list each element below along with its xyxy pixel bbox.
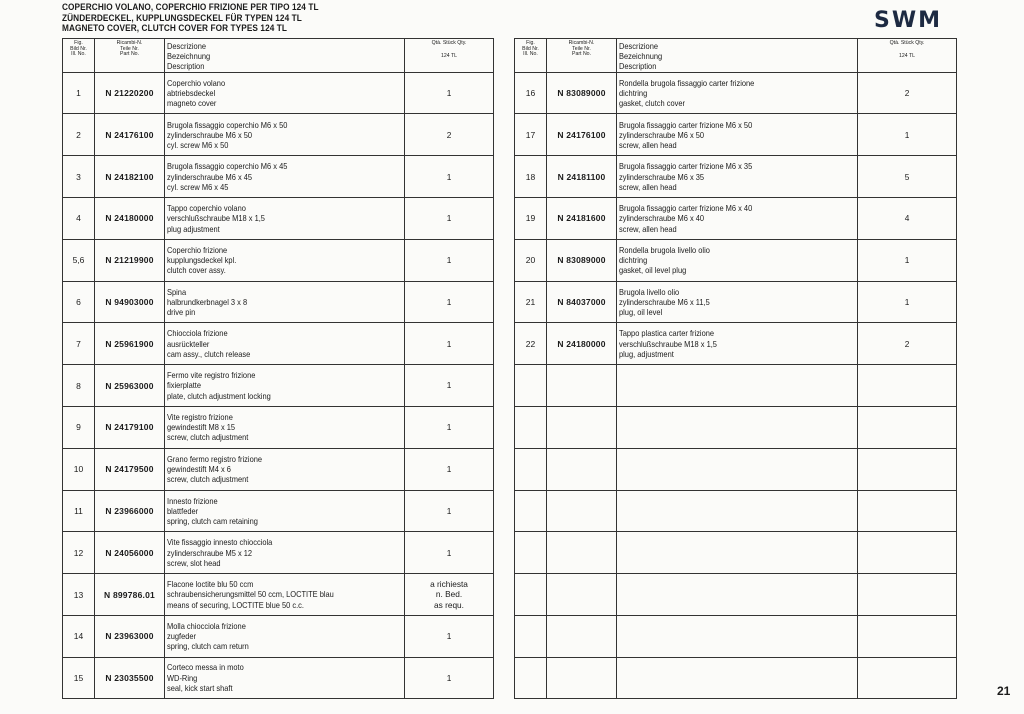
table-row — [515, 406, 957, 448]
description-line: Innesto frizione — [167, 495, 218, 506]
quantity — [405, 323, 494, 365]
fig-number: 14 — [63, 615, 95, 657]
fig-number: 19 — [515, 198, 547, 240]
quantity — [858, 615, 957, 657]
table-row — [515, 198, 957, 240]
quantity-line: 1 — [904, 296, 910, 307]
part-number — [547, 365, 617, 407]
description — [165, 239, 405, 281]
description-line: Fermo vite registro frizione — [167, 370, 256, 381]
fig-number: 10 — [63, 448, 95, 490]
description — [165, 198, 405, 240]
parts-table-left — [62, 38, 494, 699]
quantity — [858, 281, 957, 323]
fig-number: 9 — [63, 406, 95, 448]
description — [617, 490, 858, 532]
description — [617, 323, 858, 365]
quantity-line: 1 — [446, 422, 452, 433]
table-row — [515, 156, 957, 198]
part-number: N 24179500 — [95, 448, 165, 490]
description-line: dichtring — [619, 255, 648, 266]
quantity — [405, 156, 494, 198]
description-line: Grano fermo registro frizione — [167, 453, 263, 464]
table-row — [515, 448, 957, 490]
table-row — [63, 615, 494, 657]
description — [617, 574, 858, 616]
description-line: zugfeder — [167, 631, 197, 642]
part-number — [547, 490, 617, 532]
description — [165, 323, 405, 365]
fig-number — [515, 615, 547, 657]
quantity-line: 2 — [904, 338, 910, 349]
description-line: magneto cover — [167, 98, 217, 109]
fig-number: 12 — [63, 532, 95, 574]
quantity — [405, 490, 494, 532]
description-line: plug, oil level — [619, 307, 663, 318]
description — [165, 72, 405, 114]
description-line: Brugola fissaggio carter frizione M6 x 40 — [619, 203, 753, 214]
description — [165, 365, 405, 407]
description-line: zylinderschraube M6 x 50 — [167, 129, 253, 140]
description-line: gewindestift M4 x 6 — [167, 464, 231, 475]
description — [617, 365, 858, 407]
description-line: zylinderschraube M6 x 40 — [619, 213, 705, 224]
quantity — [405, 72, 494, 114]
fig-number: 17 — [515, 114, 547, 156]
description-line: Rondella brugola livello olio — [619, 244, 710, 255]
description-line: Tappo plastica carter frizione — [619, 328, 715, 339]
part-number: N 899786.01 — [95, 574, 165, 616]
description-line: blattfeder — [167, 505, 199, 516]
quantity-line: 1 — [446, 631, 452, 642]
description-line: Brugola fissaggio coperchio M6 x 45 — [167, 161, 288, 172]
table-row — [515, 532, 957, 574]
description-line: fixierplatte — [167, 380, 202, 391]
quantity — [858, 657, 957, 698]
fig-number — [515, 448, 547, 490]
fig-number: 3 — [63, 156, 95, 198]
fig-number: 8 — [63, 365, 95, 407]
description-line: verschlußschraube M18 x 1,5 — [167, 213, 265, 224]
quantity-line: 1 — [904, 129, 910, 140]
quantity-line: 1 — [446, 171, 452, 182]
parts-table-right — [514, 38, 957, 699]
description — [165, 448, 405, 490]
quantity — [405, 239, 494, 281]
fig-number: 18 — [515, 156, 547, 198]
fig-number — [515, 657, 547, 698]
part-number — [547, 657, 617, 698]
description-line: schraubensicherungsmittel 50 ccm, LOCTITE blau — [167, 589, 334, 600]
quantity — [858, 574, 957, 616]
column-header-qty: Qtà. Stück Qty. 124 TL — [405, 39, 494, 73]
description-line: zylinderschraube M6 x 45 — [167, 171, 253, 182]
quantity-line: 1 — [904, 255, 910, 266]
description-line: cam assy., clutch release — [167, 348, 251, 359]
table-row — [63, 323, 494, 365]
table-row — [515, 239, 957, 281]
part-number: N 83089000 — [547, 72, 617, 114]
quantity-line: 5 — [904, 171, 910, 182]
description-line: Corteco messa in moto — [167, 662, 244, 673]
quantity — [858, 198, 957, 240]
title-italian: COPERCHIO VOLANO, COPERCHIO FRIZIONE PER TIPO 124 TL — [62, 2, 319, 13]
description-line: screw, allen head — [619, 139, 677, 150]
description-line: Brugola fissaggio coperchio M6 x 50 — [167, 119, 288, 130]
part-number: N 83089000 — [547, 239, 617, 281]
table-row — [63, 365, 494, 407]
quantity — [405, 615, 494, 657]
quantity — [858, 532, 957, 574]
table-row — [63, 448, 494, 490]
table-row — [63, 114, 494, 156]
part-number: N 24181600 — [547, 198, 617, 240]
quantity — [405, 657, 494, 698]
description-line: zylinderschraube M6 x 50 — [619, 129, 705, 140]
column-header-fig: Fig. Bild Nr. Ill. No. — [515, 39, 547, 73]
quantity-line: 1 — [446, 296, 452, 307]
description-line: screw, allen head — [619, 223, 677, 234]
description-line: ausrückteller — [167, 338, 210, 349]
part-number — [547, 448, 617, 490]
quantity — [405, 365, 494, 407]
description-line: Chiocciola frizione — [167, 328, 228, 339]
description-line: cyl. screw M6 x 50 — [167, 139, 229, 150]
fig-number — [515, 490, 547, 532]
description — [617, 156, 858, 198]
quantity-line: 4 — [904, 213, 910, 224]
quantity — [405, 198, 494, 240]
quantity-line: 1 — [446, 547, 452, 558]
description — [165, 114, 405, 156]
quantity — [858, 448, 957, 490]
description-line: Tappo coperchio volano — [167, 203, 246, 214]
fig-number: 13 — [63, 574, 95, 616]
quantity-line: 1 — [446, 464, 452, 475]
quantity — [858, 156, 957, 198]
table-row — [515, 365, 957, 407]
description-line: WD-Ring — [167, 672, 198, 683]
part-number — [547, 615, 617, 657]
quantity-line: n. Bed. — [435, 589, 463, 600]
description — [165, 657, 405, 698]
table-row — [63, 156, 494, 198]
description-line: Flacone loctite blu 50 ccm — [167, 579, 254, 590]
part-number: N 24056000 — [95, 532, 165, 574]
title-german: ZÜNDERDECKEL, KUPPLUNGSDECKEL FÜR TYPEN 124 TL — [62, 12, 302, 24]
fig-number: 1 — [63, 72, 95, 114]
quantity-line: as requ. — [434, 599, 464, 610]
table-row — [63, 281, 494, 323]
description-line: spring, clutch cam retaining — [167, 516, 258, 527]
description-line: means of securing, LOCTITE blue 50 c.c. — [167, 599, 304, 610]
table-row — [63, 532, 494, 574]
description-line: Brugola fissaggio carter frizione M6 x 50 — [619, 119, 753, 130]
description-line: cyl. screw M6 x 45 — [167, 181, 229, 192]
description — [617, 72, 858, 114]
description-line: drive pin — [167, 307, 196, 318]
part-number: N 23963000 — [95, 615, 165, 657]
quantity-line: 1 — [446, 505, 452, 516]
description-line: screw, slot head — [167, 557, 221, 568]
table-row — [63, 239, 494, 281]
description-line: screw, allen head — [619, 181, 677, 192]
part-number: N 24181100 — [547, 156, 617, 198]
fig-number — [515, 406, 547, 448]
document-title — [62, 3, 360, 35]
description-line: Coperchio volano — [167, 77, 226, 88]
fig-number: 2 — [63, 114, 95, 156]
part-number: N 21219900 — [95, 239, 165, 281]
part-number: N 23966000 — [95, 490, 165, 532]
description-line: Brugola livello olio — [619, 286, 680, 297]
part-number: N 24176100 — [95, 114, 165, 156]
description-line: Rondella brugola fissaggio carter frizione — [619, 77, 755, 88]
description — [617, 281, 858, 323]
description-line: plug, adjustment — [619, 348, 674, 359]
quantity — [858, 490, 957, 532]
table-row — [515, 72, 957, 114]
description-line: Vite fissaggio innesto chiocciola — [167, 537, 273, 548]
description — [617, 406, 858, 448]
table-row — [515, 114, 957, 156]
description-line: abtriebsdeckel — [167, 87, 216, 98]
part-number: N 25963000 — [95, 365, 165, 407]
fig-number — [515, 574, 547, 616]
quantity-line: 1 — [446, 672, 452, 683]
table-row — [515, 281, 957, 323]
description — [165, 490, 405, 532]
quantity — [858, 365, 957, 407]
description-line: gewindestift M8 x 15 — [167, 422, 236, 433]
quantity-line: 1 — [446, 380, 452, 391]
description — [165, 281, 405, 323]
fig-number: 5,6 — [63, 239, 95, 281]
description — [617, 615, 858, 657]
description-line: seal, kick start shaft — [167, 682, 233, 693]
part-number: N 24179100 — [95, 406, 165, 448]
part-number: N 24176100 — [547, 114, 617, 156]
description — [617, 532, 858, 574]
quantity-line: 1 — [446, 255, 452, 266]
table-row — [515, 615, 957, 657]
column-header-fig: Fig. Bild Nr. Ill. No. — [63, 39, 95, 73]
description — [617, 448, 858, 490]
column-header-part: Ricambi-N. Teile Nr. Part No. — [95, 39, 165, 73]
fig-number — [515, 365, 547, 407]
description — [165, 156, 405, 198]
description-line: gasket, clutch cover — [619, 98, 685, 109]
column-header-description: Descrizione Bezeichnung Description — [165, 39, 405, 73]
fig-number: 7 — [63, 323, 95, 365]
table-row — [63, 198, 494, 240]
part-number — [547, 532, 617, 574]
fig-number: 22 — [515, 323, 547, 365]
description-line: Molla chiocciola frizione — [167, 621, 246, 632]
description-line: kupplungsdeckel kpl. — [167, 255, 237, 266]
title-english: MAGNETO COVER, CLUTCH COVER FOR TYPES 124 TL — [62, 23, 288, 35]
fig-number: 11 — [63, 490, 95, 532]
quantity-line: 1 — [446, 338, 452, 349]
description — [165, 406, 405, 448]
column-header-description: Descrizione Bezeichnung Description — [617, 39, 858, 73]
quantity — [858, 323, 957, 365]
fig-number: 20 — [515, 239, 547, 281]
description-line: plug adjustment — [167, 223, 220, 234]
part-number — [547, 574, 617, 616]
description-line: zylinderschraube M6 x 35 — [619, 171, 705, 182]
fig-number: 21 — [515, 281, 547, 323]
quantity-line: 1 — [446, 87, 452, 98]
quantity — [858, 72, 957, 114]
description-line: zylinderschraube M6 x 11,5 — [619, 296, 710, 307]
description — [165, 532, 405, 574]
description-line: screw, clutch adjustment — [167, 474, 249, 485]
quantity — [405, 281, 494, 323]
description-line: screw, clutch adjustment — [167, 432, 249, 443]
description-line: gasket, oil level plug — [619, 265, 687, 276]
description-line: verschlußschraube M18 x 1,5 — [619, 338, 717, 349]
quantity — [405, 574, 494, 616]
description — [165, 615, 405, 657]
table-row — [515, 490, 957, 532]
description-line: Brugola fissaggio carter frizione M6 x 35 — [619, 161, 753, 172]
fig-number — [515, 532, 547, 574]
fig-number: 15 — [63, 657, 95, 698]
part-number: N 84037000 — [547, 281, 617, 323]
part-number: N 25961900 — [95, 323, 165, 365]
quantity — [858, 239, 957, 281]
table-row — [515, 323, 957, 365]
description — [617, 239, 858, 281]
table-row — [515, 657, 957, 698]
part-number: N 21220200 — [95, 72, 165, 114]
quantity-line: 2 — [446, 129, 452, 140]
swm-logo: SWM — [874, 8, 943, 33]
table-row — [63, 657, 494, 698]
column-header-part: Ricambi-N. Teile Nr. Part No. — [547, 39, 617, 73]
description-line: Spina — [167, 286, 187, 297]
description — [617, 114, 858, 156]
quantity-line: 2 — [904, 87, 910, 98]
column-header-qty: Qtà. Stück Qty. 124 TL — [858, 39, 957, 73]
page-number: 21 — [997, 684, 1011, 698]
table-row — [63, 490, 494, 532]
description-line: dichtring — [619, 87, 648, 98]
fig-number: 16 — [515, 72, 547, 114]
quantity — [405, 448, 494, 490]
quantity — [405, 532, 494, 574]
table-row — [63, 406, 494, 448]
description-line: zylinderschraube M5 x 12 — [167, 547, 253, 558]
quantity — [858, 114, 957, 156]
part-number — [547, 406, 617, 448]
quantity — [405, 114, 494, 156]
description-line: Vite registro frizione — [167, 412, 233, 423]
table-row — [63, 72, 494, 114]
quantity-line: 1 — [446, 213, 452, 224]
fig-number: 4 — [63, 198, 95, 240]
description-line: spring, clutch cam return — [167, 641, 249, 652]
part-number: N 24180000 — [547, 323, 617, 365]
fig-number: 6 — [63, 281, 95, 323]
description — [617, 198, 858, 240]
description — [617, 657, 858, 698]
description-line: Coperchio frizione — [167, 244, 228, 255]
part-number: N 94903000 — [95, 281, 165, 323]
description-line: plate, clutch adjustment locking — [167, 390, 271, 401]
part-number: N 24182100 — [95, 156, 165, 198]
quantity — [405, 406, 494, 448]
description-line: clutch cover assy. — [167, 265, 226, 276]
quantity — [858, 406, 957, 448]
part-number: N 23035500 — [95, 657, 165, 698]
table-row — [515, 574, 957, 616]
table-row — [63, 574, 494, 616]
description-line: halbrundkerbnagel 3 x 8 — [167, 296, 248, 307]
part-number: N 24180000 — [95, 198, 165, 240]
description — [165, 574, 405, 616]
quantity-line: a richiesta — [430, 579, 468, 590]
